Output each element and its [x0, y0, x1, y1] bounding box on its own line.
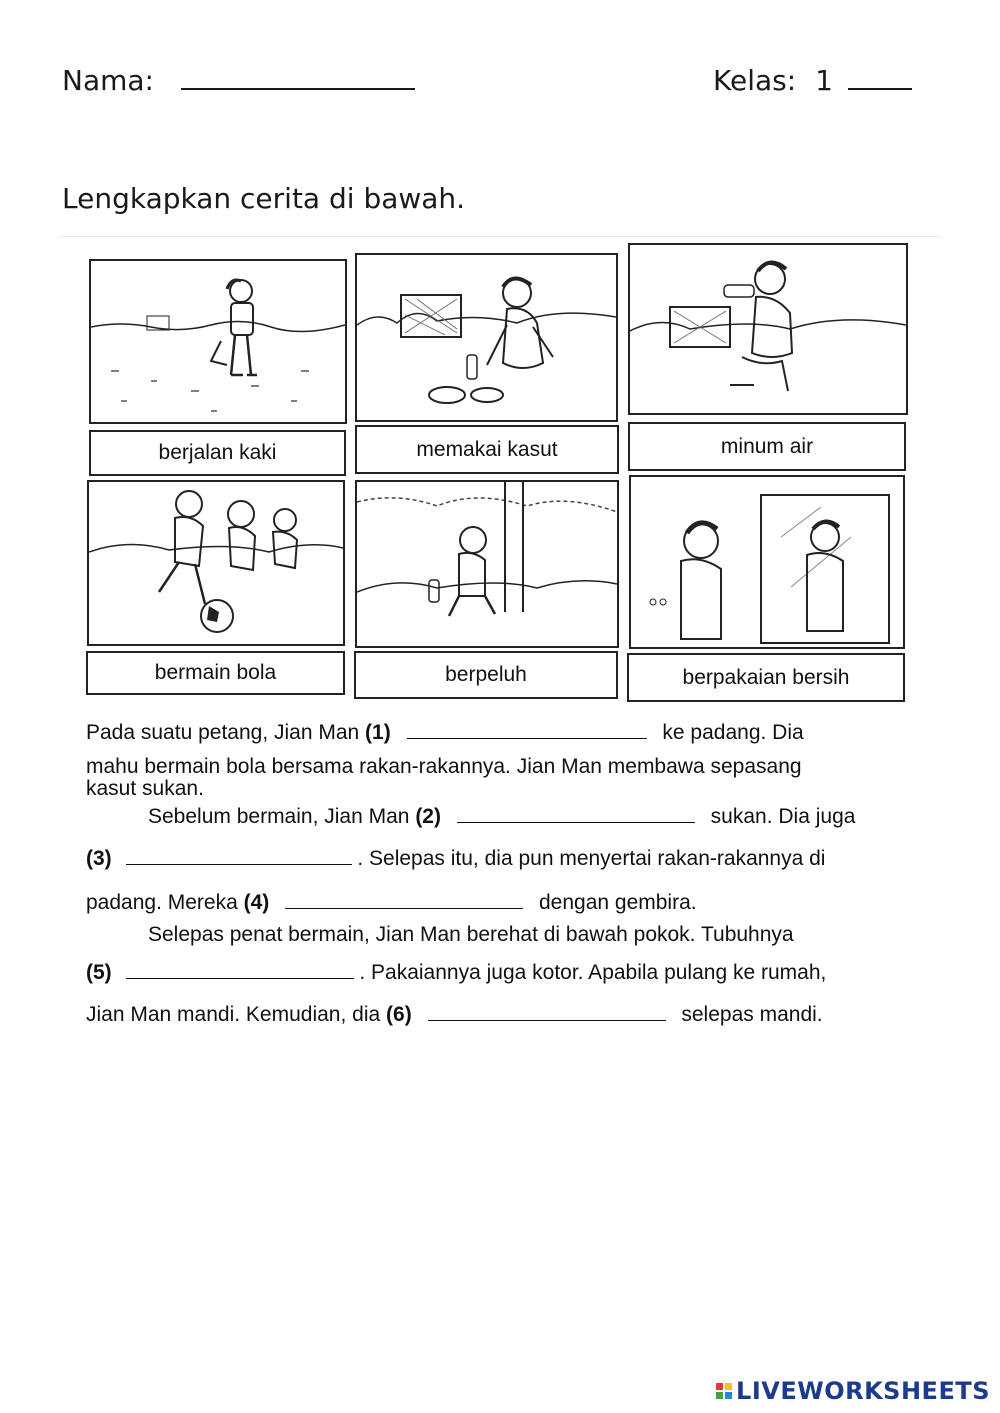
blank-number: (3) — [86, 847, 112, 870]
class-value: 1 — [815, 64, 833, 97]
picture-sweating — [355, 480, 619, 648]
label-walking: berjalan kaki — [89, 430, 346, 476]
answer-blank-6[interactable] — [428, 1006, 666, 1021]
label-playing-ball: bermain bola — [86, 651, 345, 695]
label-sweating: berpeluh — [354, 651, 618, 699]
picture-wearing-shoes — [355, 253, 618, 422]
name-row — [62, 64, 415, 97]
instruction: Lengkapkan cerita di bawah. — [62, 182, 466, 215]
answer-blank-5[interactable] — [126, 964, 354, 979]
story-line: mahu bermain bola bersama rakan-rakannya. Jian Man membawa sepasang — [86, 755, 802, 778]
answer-blank-4[interactable] — [285, 894, 523, 909]
story-line: Sebelum bermain, Jian Man (2) sukan. Dia juga — [148, 805, 856, 828]
label-drinking: minum air — [628, 422, 906, 471]
brand-logo-icon — [716, 1383, 732, 1399]
brand-name: LIVEWORKSHEETS — [736, 1377, 990, 1405]
picture-drinking — [628, 243, 908, 415]
class-label: Kelas: — [713, 64, 797, 97]
label-wearing-shoes: memakai kasut — [355, 425, 619, 474]
story-line: Jian Man mandi. Kemudian, dia (6) selepas mandi. — [86, 1003, 823, 1026]
blank-number: (2) — [415, 805, 441, 828]
liveworksheets-logo — [716, 1377, 990, 1405]
name-label: Nama: — [62, 64, 154, 97]
logo-square — [716, 1383, 723, 1390]
answer-blank-3[interactable] — [126, 850, 352, 865]
answer-blank-1[interactable] — [407, 724, 647, 739]
answer-blank-2[interactable] — [457, 808, 695, 823]
blank-number: (5) — [86, 961, 112, 984]
blank-number: (1) — [365, 721, 391, 744]
picture-clean-clothes — [629, 475, 905, 649]
label-clean-clothes: berpakaian bersih — [627, 653, 905, 702]
divider — [60, 236, 940, 237]
picture-playing-ball — [87, 480, 345, 646]
logo-square — [716, 1392, 723, 1399]
story-line: (3) . Selepas itu, dia pun menyertai rakan-rakannya di — [86, 847, 826, 870]
story-line: kasut sukan. — [86, 777, 204, 800]
story-line: padang. Mereka (4) dengan gembira. — [86, 891, 697, 914]
blank-number: (4) — [243, 891, 270, 914]
class-field[interactable] — [848, 64, 912, 90]
story-line: (5) . Pakaiannya juga kotor. Apabila pulang ke rumah, — [86, 961, 827, 984]
story-line: Pada suatu petang, Jian Man (1) ke padang. Dia — [86, 721, 804, 744]
picture-walking — [89, 259, 347, 424]
logo-square — [725, 1383, 732, 1390]
name-field[interactable] — [181, 64, 415, 90]
story-line: Selepas penat bermain, Jian Man berehat di bawah pokok. Tubuhnya — [148, 923, 794, 946]
class-row — [713, 64, 912, 97]
logo-square — [725, 1392, 732, 1399]
blank-number: (6) — [386, 1003, 412, 1026]
